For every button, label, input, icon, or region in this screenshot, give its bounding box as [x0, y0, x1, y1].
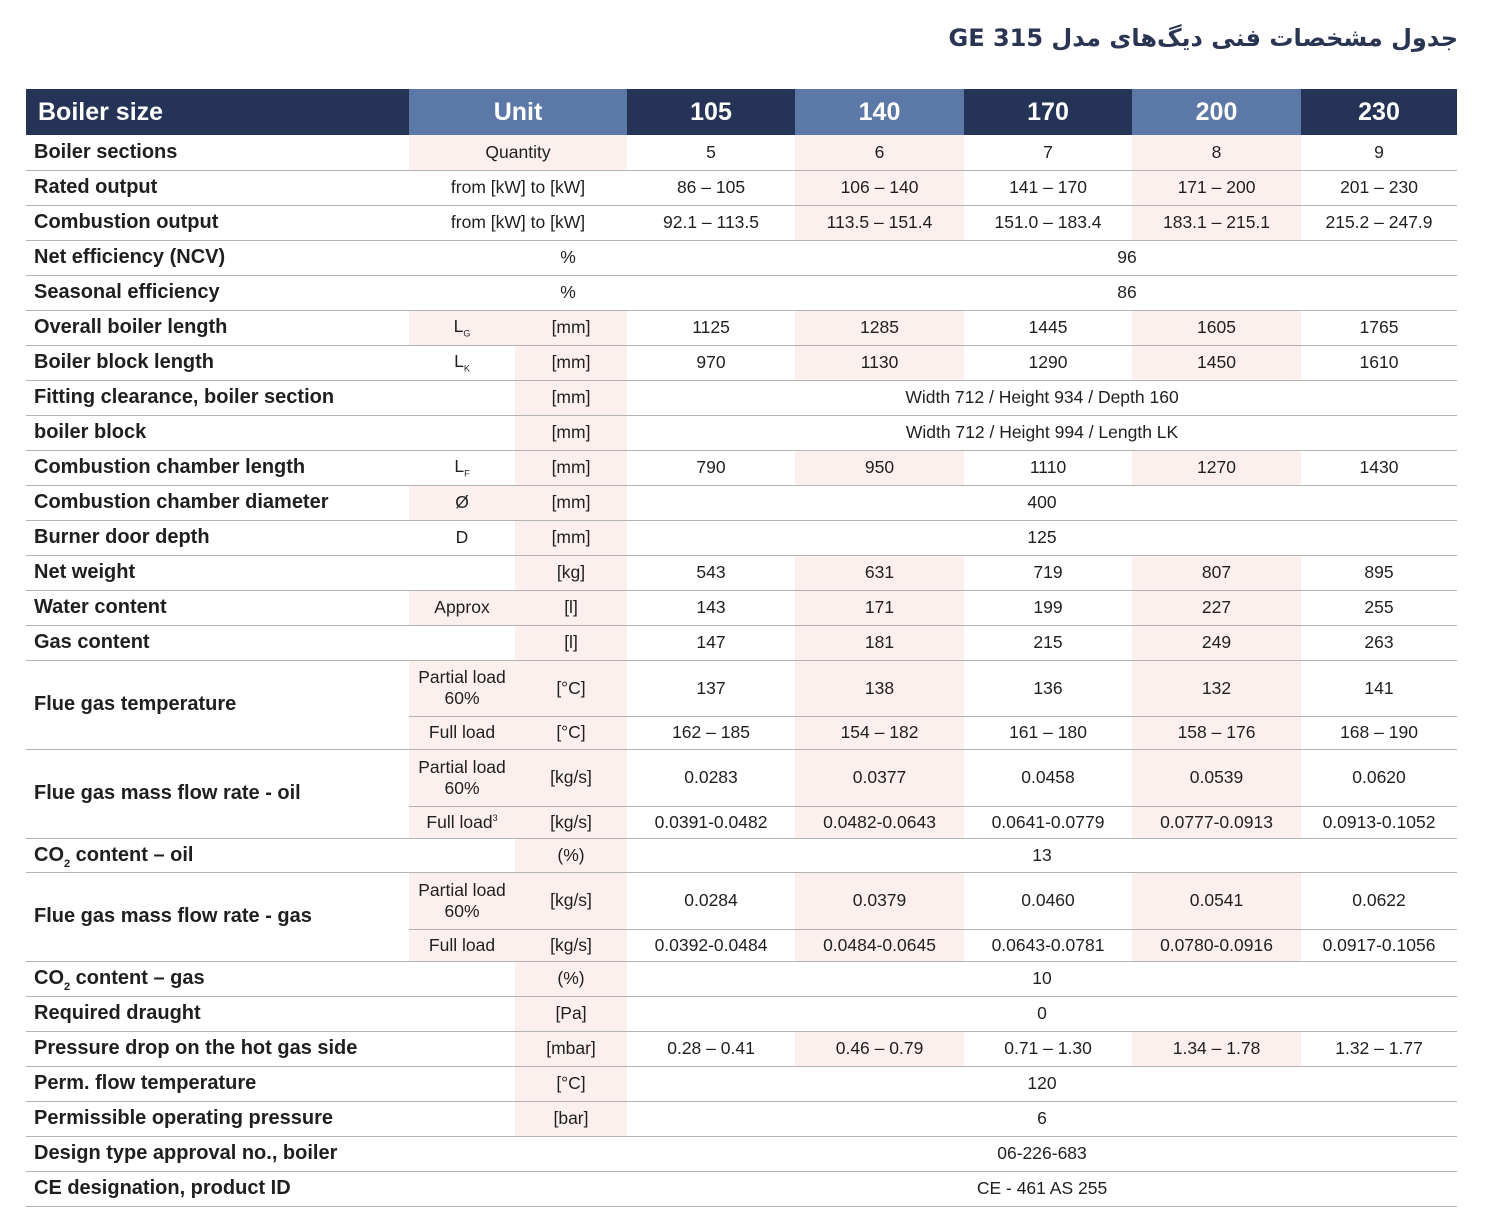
cell: 168 – 190 [1301, 716, 1457, 749]
header-size: 200 [1132, 89, 1301, 135]
cell-merged: 86 [627, 275, 1457, 310]
row-symbol: Ø [409, 485, 515, 520]
label-part: CO [34, 843, 64, 866]
cell-merged: 400 [627, 485, 1457, 520]
row-symbol [409, 380, 515, 415]
page-title: جدول مشخصات فنی دیگ‌های مدل GE 315 [948, 24, 1458, 52]
cell: 141 – 170 [964, 170, 1132, 205]
row-sublabel: Partial load 60% [409, 749, 515, 806]
row-label [26, 961, 409, 996]
row-symbol [409, 838, 515, 872]
row-unit: [mm] [515, 415, 627, 450]
cell: 86 – 105 [627, 170, 795, 205]
row-label: Gas content [26, 625, 409, 660]
cell: 0.0377 [795, 749, 964, 806]
row-unit: [kg/s] [515, 806, 627, 838]
cell: 181 [795, 625, 964, 660]
row-sublabel: Full load [409, 716, 515, 749]
row-symbol: D [409, 520, 515, 555]
row-pressure-drop [26, 1031, 1457, 1066]
cell-merged: 13 [627, 838, 1457, 872]
row-unit: [mm] [515, 310, 627, 345]
row-label: Rated output [26, 170, 409, 205]
row-unit: [mm] [515, 485, 627, 520]
row-label: Permissible operating pressure [26, 1101, 409, 1136]
row-water-content [26, 590, 1457, 625]
cell: 151.0 – 183.4 [964, 205, 1132, 240]
cell: 0.46 – 0.79 [795, 1031, 964, 1066]
row-symbol [409, 450, 515, 485]
row-unit: [mm] [515, 380, 627, 415]
cell: 0.0641-0.0779 [964, 806, 1132, 838]
cell: 249 [1132, 625, 1301, 660]
row-sublabel [409, 806, 515, 838]
symbol-sub: F [464, 468, 470, 479]
row-label: Burner door depth [26, 520, 409, 555]
cell: 201 – 230 [1301, 170, 1457, 205]
cell: 1290 [964, 345, 1132, 380]
cell: 1110 [964, 450, 1132, 485]
cell-merged: Width 712 / Height 934 / Depth 160 [627, 380, 1457, 415]
row-net-weight [26, 555, 1457, 590]
row-symbol [409, 555, 515, 590]
row-unit: (%) [515, 838, 627, 872]
cell: 137 [627, 660, 795, 716]
header-size: 140 [795, 89, 964, 135]
cell: 719 [964, 555, 1132, 590]
row-flue-temp-partial [26, 660, 1457, 716]
row-label [26, 838, 409, 872]
row-gas-content [26, 625, 1457, 660]
label-subscript: 2 [64, 981, 71, 993]
header-row [26, 89, 1457, 135]
cell-merged: 10 [627, 961, 1457, 996]
cell: 7 [964, 135, 1132, 170]
row-label: Required draught [26, 996, 409, 1031]
cell: 263 [1301, 625, 1457, 660]
cell: 807 [1132, 555, 1301, 590]
cell: 147 [627, 625, 795, 660]
cell-merged: 125 [627, 520, 1457, 555]
row-unit: [°C] [515, 660, 627, 716]
cell: 154 – 182 [795, 716, 964, 749]
cell: 171 – 200 [1132, 170, 1301, 205]
symbol: L [454, 456, 465, 477]
cell: 0.0541 [1132, 872, 1301, 929]
row-label: Flue gas mass flow rate - oil [26, 749, 409, 838]
cell-merged: 0 [627, 996, 1457, 1031]
cell: 0.0484-0.0645 [795, 929, 964, 961]
row-unit: % [409, 240, 627, 275]
cell: 1445 [964, 310, 1132, 345]
row-label: Combustion chamber diameter [26, 485, 409, 520]
cell: 106 – 140 [795, 170, 964, 205]
header-size: 230 [1301, 89, 1457, 135]
row-flow-gas-partial [26, 872, 1457, 929]
row-symbol [409, 1101, 515, 1136]
row-unit: [mm] [515, 520, 627, 555]
cell: 6 [795, 135, 964, 170]
cell: 0.0917-0.1056 [1301, 929, 1457, 961]
row-symbol [409, 310, 515, 345]
row-label: Pressure drop on the hot gas side [26, 1031, 409, 1066]
cell: 227 [1132, 590, 1301, 625]
row-label: Flue gas mass flow rate - gas [26, 872, 409, 961]
row-unit: [kg/s] [515, 929, 627, 961]
cell: 0.0460 [964, 872, 1132, 929]
cell: 113.5 – 151.4 [795, 205, 964, 240]
cell: 950 [795, 450, 964, 485]
cell: 0.0392-0.0484 [627, 929, 795, 961]
row-chamber-length [26, 450, 1457, 485]
row-label: Water content [26, 590, 409, 625]
row-ce [26, 1171, 1457, 1206]
row-unit: [mbar] [515, 1031, 627, 1066]
row-label: Combustion chamber length [26, 450, 409, 485]
row-flow-oil-partial [26, 749, 1457, 806]
cell-merged: 06-226-683 [627, 1136, 1457, 1171]
row-rated-output [26, 170, 1457, 205]
row-boiler-sections [26, 135, 1457, 170]
cell: 92.1 – 113.5 [627, 205, 795, 240]
symbol-sub: K [463, 363, 470, 374]
row-label: Overall boiler length [26, 310, 409, 345]
label-part: content – gas [70, 967, 205, 989]
row-unit: Quantity [409, 135, 627, 170]
row-unit: from [kW] to [kW] [409, 170, 627, 205]
row-op-pressure [26, 1101, 1457, 1136]
cell: 161 – 180 [964, 716, 1132, 749]
cell: 970 [627, 345, 795, 380]
cell: 215.2 – 247.9 [1301, 205, 1457, 240]
cell: 0.0622 [1301, 872, 1457, 929]
row-unit: [°C] [515, 716, 627, 749]
row-co2-oil [26, 838, 1457, 872]
row-unit: [mm] [515, 450, 627, 485]
cell: 1.34 – 1.78 [1132, 1031, 1301, 1066]
row-unit: [bar] [515, 1101, 627, 1136]
row-unit [409, 1136, 627, 1171]
cell-merged: Width 712 / Height 994 / Length LK [627, 415, 1457, 450]
cell: 1450 [1132, 345, 1301, 380]
label-subscript: 2 [64, 857, 71, 870]
row-sublabel: Full load [409, 929, 515, 961]
cell: 0.0379 [795, 872, 964, 929]
header-boiler-size: Boiler size [26, 89, 409, 135]
cell: 141 [1301, 660, 1457, 716]
cell: 1765 [1301, 310, 1457, 345]
cell: 0.0620 [1301, 749, 1457, 806]
row-symbol [409, 996, 515, 1031]
row-block-length [26, 345, 1457, 380]
row-label: Flue gas temperature [26, 660, 409, 749]
cell: 255 [1301, 590, 1457, 625]
row-sublabel: Partial load 60% [409, 872, 515, 929]
row-symbol [409, 345, 515, 380]
row-unit: [kg/s] [515, 872, 627, 929]
cell-merged: 96 [627, 240, 1457, 275]
row-unit: (%) [515, 961, 627, 996]
row-label: Combustion output [26, 205, 409, 240]
row-sublabel: Partial load 60% [409, 660, 515, 716]
symbol-sub: G [463, 328, 471, 339]
row-label: Fitting clearance, boiler section [26, 380, 409, 415]
cell: 1130 [795, 345, 964, 380]
row-symbol [409, 625, 515, 660]
row-fitting-clearance [26, 380, 1457, 415]
cell: 0.0482-0.0643 [795, 806, 964, 838]
cell: 1270 [1132, 450, 1301, 485]
cell: 1125 [627, 310, 795, 345]
cell: 158 – 176 [1132, 716, 1301, 749]
cell: 5 [627, 135, 795, 170]
row-unit: [l] [515, 590, 627, 625]
cell: 215 [964, 625, 1132, 660]
cell: 1430 [1301, 450, 1457, 485]
symbol: L [454, 351, 464, 372]
spec-table [26, 89, 1457, 1207]
cell: 162 – 185 [627, 716, 795, 749]
header-size: 105 [627, 89, 795, 135]
row-unit [409, 1171, 627, 1206]
cell: 0.28 – 0.41 [627, 1031, 795, 1066]
cell: 0.0391-0.0482 [627, 806, 795, 838]
footnote-mark: 3 [492, 812, 498, 823]
row-label: CE designation, product ID [26, 1171, 409, 1206]
cell: 0.0284 [627, 872, 795, 929]
cell: 0.0283 [627, 749, 795, 806]
row-seasonal-efficiency [26, 275, 1457, 310]
row-co2-gas [26, 961, 1457, 996]
cell: 183.1 – 215.1 [1132, 205, 1301, 240]
row-label: Net weight [26, 555, 409, 590]
row-unit: [°C] [515, 1066, 627, 1101]
cell-merged: CE - 461 AS 255 [627, 1171, 1457, 1206]
cell: 543 [627, 555, 795, 590]
row-approval [26, 1136, 1457, 1171]
cell: 0.0539 [1132, 749, 1301, 806]
row-symbol [409, 961, 515, 996]
header-size: 170 [964, 89, 1132, 135]
header-unit: Unit [409, 89, 627, 135]
row-draught [26, 996, 1457, 1031]
row-symbol [409, 415, 515, 450]
row-symbol [409, 1031, 515, 1066]
cell: 8 [1132, 135, 1301, 170]
cell: 1285 [795, 310, 964, 345]
label-part: CO [34, 967, 64, 989]
row-unit: [l] [515, 625, 627, 660]
row-unit: [mm] [515, 345, 627, 380]
cell: 9 [1301, 135, 1457, 170]
cell: 1.32 – 1.77 [1301, 1031, 1457, 1066]
sublabel-text: Full load [426, 811, 493, 832]
row-symbol: Approx [409, 590, 515, 625]
cell: 138 [795, 660, 964, 716]
cell: 0.0913-0.1052 [1301, 806, 1457, 838]
row-chamber-diameter [26, 485, 1457, 520]
row-net-efficiency [26, 240, 1457, 275]
cell: 0.0458 [964, 749, 1132, 806]
row-label: Design type approval no., boiler [26, 1136, 409, 1171]
symbol: L [453, 316, 464, 337]
row-burner-door [26, 520, 1457, 555]
row-unit: [Pa] [515, 996, 627, 1031]
cell: 136 [964, 660, 1132, 716]
cell: 0.0780-0.0916 [1132, 929, 1301, 961]
cell: 171 [795, 590, 964, 625]
row-unit: from [kW] to [kW] [409, 205, 627, 240]
row-unit: % [409, 275, 627, 310]
cell: 0.0643-0.0781 [964, 929, 1132, 961]
row-unit: [kg/s] [515, 749, 627, 806]
cell: 143 [627, 590, 795, 625]
cell-merged: 120 [627, 1066, 1457, 1101]
cell-merged: 6 [627, 1101, 1457, 1136]
cell: 631 [795, 555, 964, 590]
cell: 1610 [1301, 345, 1457, 380]
row-unit: [kg] [515, 555, 627, 590]
row-label: Seasonal efficiency [26, 275, 409, 310]
row-label: Boiler sections [26, 135, 409, 170]
label-part: content – oil [70, 843, 194, 866]
cell: 132 [1132, 660, 1301, 716]
row-label: boiler block [26, 415, 409, 450]
cell: 790 [627, 450, 795, 485]
row-label: Net efficiency (NCV) [26, 240, 409, 275]
row-symbol [409, 1066, 515, 1101]
cell: 199 [964, 590, 1132, 625]
cell: 0.71 – 1.30 [964, 1031, 1132, 1066]
row-overall-length [26, 310, 1457, 345]
row-flow-temp [26, 1066, 1457, 1101]
row-label: Perm. flow temperature [26, 1066, 409, 1101]
row-boiler-block [26, 415, 1457, 450]
cell: 1605 [1132, 310, 1301, 345]
row-label: Boiler block length [26, 345, 409, 380]
cell: 895 [1301, 555, 1457, 590]
cell: 0.0777-0.0913 [1132, 806, 1301, 838]
row-combustion-output [26, 205, 1457, 240]
